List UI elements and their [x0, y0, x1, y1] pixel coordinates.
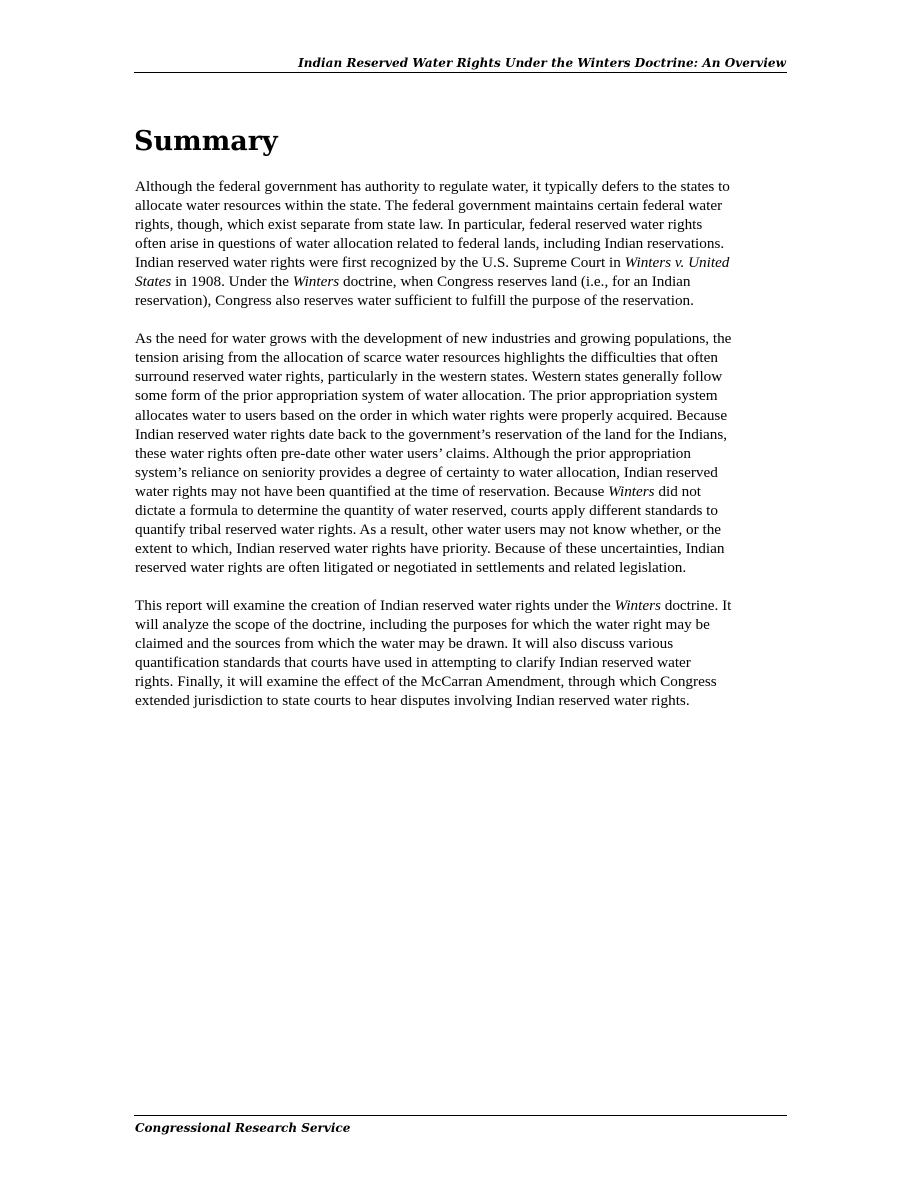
paragraph-line — [135, 386, 793, 405]
text-run: often arise in questions of water allocation related to federal lands, including Indian reservations. — [135, 235, 725, 253]
summary-paragraph — [135, 329, 793, 577]
text-run: will analyze the scope of the doctrine, including the purposes for which the water right may be — [135, 615, 710, 633]
summary-paragraph — [135, 596, 793, 710]
text-run: dictate a formula to determine the quantity of water reserved, courts apply different standards to — [135, 501, 718, 519]
case-name-italic: Winters — [292, 273, 340, 291]
text-run: claimed and the sources from which the water may be drawn. It will also discuss various — [135, 635, 674, 653]
summary-paragraph — [135, 177, 793, 310]
text-run: did not — [654, 482, 702, 500]
text-run: quantify tribal reserved water rights. As a result, other water users may not know whether, or the — [135, 520, 722, 538]
paragraph-line — [135, 291, 793, 310]
paragraph-line — [135, 367, 793, 386]
paragraph-line — [135, 596, 793, 615]
case-name-italic: Winters — [608, 482, 655, 500]
text-run: allocate water resources within the state. The federal government maintains certain federal water — [135, 197, 723, 215]
paragraph-line — [135, 215, 793, 234]
text-run: extended jurisdiction to state courts to hear disputes involving Indian reserved water rights. — [135, 692, 690, 710]
text-run: water rights may not have been quantified at the time of reservation. Because — [135, 482, 609, 500]
text-run: reservation), Congress also reserves water sufficient to fulfill the purpose of the reservation. — [135, 292, 694, 310]
text-run: quantification standards that courts have used in attempting to clarify Indian reserved water — [135, 654, 691, 672]
paragraph-line — [135, 196, 793, 215]
text-run: Indian reserved water rights were first recognized by the U.S. Supreme Court in — [135, 254, 625, 272]
paragraph-line — [135, 539, 793, 558]
paragraph-line — [135, 634, 793, 653]
text-run: tension arising from the allocation of scarce water resources highlights the difficulties that often — [135, 349, 718, 367]
text-run: rights, though, which exist separate from state law. In particular, federal reserved water rights — [135, 216, 703, 234]
text-run: doctrine, when Congress reserves land (i.e., for an Indian — [339, 273, 691, 291]
paragraph-line — [135, 482, 793, 501]
paragraph-line — [135, 558, 793, 577]
paragraph-line — [135, 272, 793, 291]
text-run: in 1908. Under the — [171, 273, 293, 291]
paragraph-line — [135, 177, 793, 196]
paragraph-line — [135, 425, 793, 444]
summary-body — [135, 177, 793, 729]
text-run: allocates water to users based on the order in which water rights were properly acquired. Because — [135, 406, 728, 424]
text-run: Although the federal government has authority to regulate water, it typically defers to the states to — [135, 178, 730, 195]
text-run: these water rights often pre-date other water users’ claims. Although the prior appropriation — [135, 444, 691, 462]
text-run: reserved water rights are often litigated or negotiated in settlements and related legislation. — [135, 558, 687, 576]
case-name-italic: Winters — [614, 596, 661, 614]
section-title: Summary — [134, 126, 278, 157]
paragraph-line — [135, 329, 793, 348]
text-run: surround reserved water rights, particularly in the western states. Western states generally follow — [135, 368, 723, 386]
text-run: Indian reserved water rights date back to the government’s reservation of the land for the Indians, — [135, 425, 728, 443]
paragraph-line — [135, 520, 793, 539]
case-name-italic: States — [135, 273, 172, 291]
text-run: This report will examine the creation of Indian reserved water rights under the — [135, 596, 615, 614]
paragraph-line — [135, 501, 793, 520]
paragraph-line — [135, 653, 793, 672]
text-run: As the need for water grows with the development of new industries and growing populations, the — [135, 330, 732, 348]
case-name-italic: Winters v. United — [624, 254, 730, 272]
paragraph-line — [135, 234, 793, 253]
paragraph-line — [135, 463, 793, 482]
paragraph-line — [135, 253, 793, 272]
text-run: some form of the prior appropriation system of water allocation. The prior appropriation system — [135, 387, 718, 405]
paragraph-line — [135, 691, 793, 710]
text-run: rights. Finally, it will examine the effect of the McCarran Amendment, through which Congress — [135, 673, 717, 691]
footer-divider — [134, 1115, 787, 1116]
header-divider — [134, 72, 787, 73]
running-header: Indian Reserved Water Rights Under the Winters Doctrine: An Overview — [298, 56, 786, 70]
paragraph-line — [135, 406, 793, 425]
paragraph-line — [135, 444, 793, 463]
text-run: doctrine. It — [660, 596, 732, 614]
text-run: system’s reliance on seniority provides a degree of certainty to water allocation, Indian reserved — [135, 463, 718, 481]
text-run: extent to which, Indian reserved water rights have priority. Because of these uncertainties, Indian — [135, 539, 725, 557]
paragraph-line — [135, 615, 793, 634]
paragraph-line — [135, 672, 793, 691]
paragraph-line — [135, 348, 793, 367]
footer-publisher: Congressional Research Service — [135, 1121, 351, 1135]
